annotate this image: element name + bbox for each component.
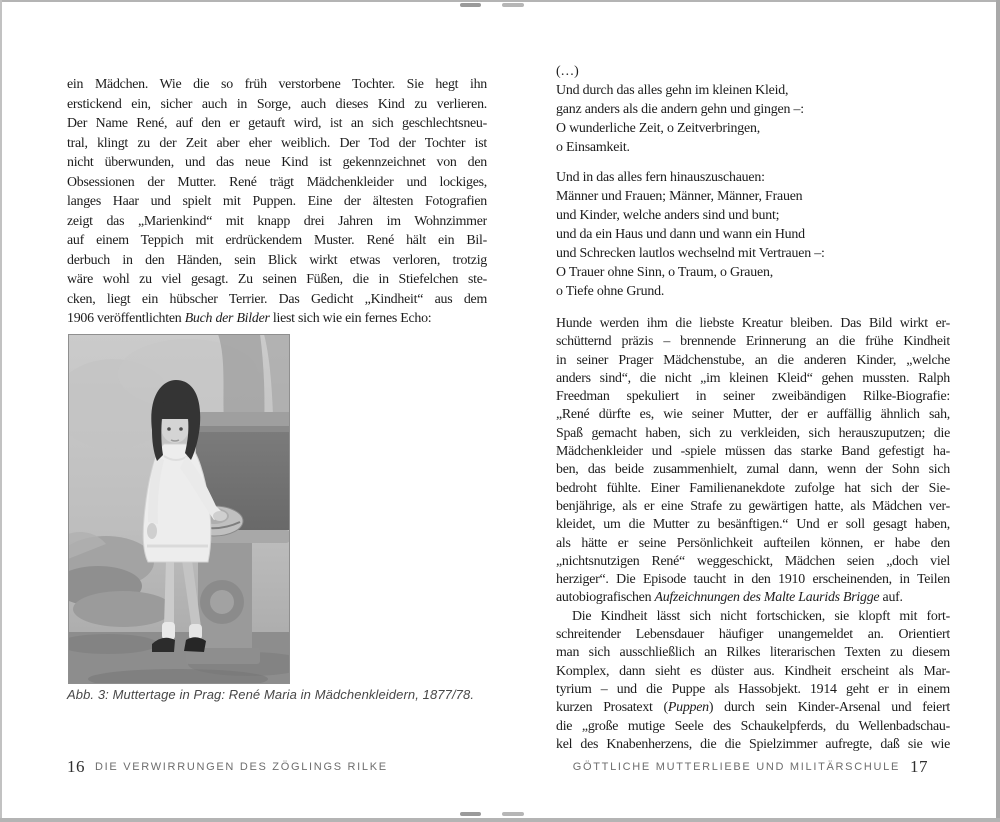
left-running-title: DIE VERWIRRUNGEN DES ZÖGLINGS RILKE [95,761,388,773]
text-line: Männer und Frauen; Männer, Männer, Frauen [556,189,803,204]
page-edge-top [0,0,1000,2]
text-line: und Schrecken lautlos wechselnd mit Vertrauen –: [556,246,825,261]
stanza-gap [556,157,950,168]
text-line: bedroht fühlte. Einer Familienanekdote zufolge hat sich der Sie- [556,480,950,496]
text-line: cken, liegt ein hübscher Terrier. Das Gedicht „Kindheit“ aus dem [67,291,487,307]
right-paragraph-1 [556,315,950,608]
text-line: in seiner Prager Mädchenstube, an die anderen Kinder, „welche [556,352,950,368]
text-line: ganz anders als die andern gehn und gingen –: [556,102,804,117]
portrait-photo-illustration [68,334,290,684]
right-page-number: 17 [910,757,928,776]
text-line: nicht überwunden, und das neue Kind ist gekennzeichnet von den [67,155,487,170]
text-line: auf einem Teppich mit erdrückendem Muster. René hält ein Bil- [67,233,487,248]
text-line: o Einsamkeit. [556,140,630,155]
gutter-mark-bottom-1 [460,812,481,816]
text-line: und Kinder, welche anders sind und bunt; [556,208,780,223]
text-line: erstickend ein, sicher auch in Sorge, auch dieses Kind zu verlieren. [67,96,487,112]
text-line: als hätte er seine Persönlichkeit aufteilen können, er habe den [556,535,950,551]
text-line: herziger“. Die Episode taucht in den 1910 erscheinenden, in Teilen [556,572,950,588]
text-line: tyrium – und die Puppe als Hassobjekt. 1914 geht er in einem [556,681,950,697]
text-line: Obsessionen der Mutter. René trägt Mädchenkleider und lockiges, [67,174,487,190]
text-line: „nichtsnutzigen René“ weggeschickt, Mädchen seien „doch viel [556,553,950,569]
text-line: anders sind“, die nicht „im kleinen Kleid“ gehen mussten. Ralph [556,370,950,386]
photo-rene-maria-portrait [68,334,290,684]
gutter-mark-top-2 [502,3,524,7]
text-line: kurzen Prosatext (Puppen) durch sein Kinder-Arsenal und feiert [556,700,950,716]
left-page-footer [67,757,388,777]
text-line: kleidet, um die Mutter zu besänftigen.“ Und er soll gesagt haben, [556,517,950,533]
right-paragraph-2 [556,608,950,754]
text-line: schütternd präzis – brennende Erinnerung an die frühe Kindheit [556,334,950,350]
text-line: Komplex, dann sieht es düster aus. Kindheit erscheint als Mar- [556,663,950,679]
poem-stanza-2 [556,168,950,301]
poem-kindheit [556,62,950,301]
text-line: (…) [556,64,579,79]
text-line: und da ein Haus und dann und wann ein Hund [556,227,805,242]
photo-caption: Abb. 3: Muttertage in Prag: René Maria in Mädchenkleidern, 1877/78. [67,687,475,702]
text-line: die „große mutige Seele des Schaukelpferds, du Wellenbadschau- [556,718,950,734]
text-line: Hunde werden ihm die liebste Kreatur bleiben. Das Bild wirkt er- [556,316,950,331]
text-line: O wunderliche Zeit, o Zeitverbringen, [556,121,760,136]
gutter-mark-bottom-2 [502,812,524,816]
text-line: wäre wohl zu viel gesagt. Zu seinen Füßen, die in Stiefelchen ste- [67,272,487,287]
text-line: schreitender Lebensdauer häufiger unangemeldet an. Orientiert [556,627,950,643]
text-line: Und durch das alles gehn im kleinen Kleid, [556,83,789,98]
left-page-number: 16 [67,757,85,776]
text-line: ein Mädchen. Wie die so früh verstorbene Tochter. Sie hegt ihn [67,77,487,92]
text-line: Der Name René, auf den er getauft wird, ist an sich geschlechtsneu- [67,116,487,131]
text-line: ben, das beide zusammenhielt, zumal dann, wenn der Sohn sich [556,462,950,478]
text-line: o Tiefe ohne Grund. [556,284,665,299]
text-line: Mädchenkleider und -spiele müssen das starke Band gefestigt ha- [556,444,950,460]
text-line: zeigt das „Marienkind“ mit knapp drei Jahren im Wohnzimmer [67,213,487,229]
text-line: O Trauer ohne Sinn, o Traum, o Grauen, [556,265,773,280]
text-line: langes Haar und spielt mit Puppen. Eine der ältesten Fotografien [67,194,487,209]
text-line: tral, klingt zu der Zeit aber eher weiblich. Der Tod der Tochter ist [67,135,487,151]
gutter-mark-top-1 [460,3,481,7]
text-line: kel des Knabenherzens, die die Spielzimmer aufregte, daß sie wie [556,736,950,752]
left-body-paragraph [67,75,487,329]
text-line: Die Kindheit lässt sich nicht fortschicken, sie klopft mit fort- [572,608,950,624]
right-body-text [556,315,950,754]
page-edge-left [0,0,2,822]
text-line: Spaß gemacht haben, sich zu verkleiden, sich herauszuputzen; die [556,425,950,441]
poem-stanza-1 [556,62,950,157]
text-line: „René dürfte es, wie seiner Mutter, der er auffällig ähnlich sah, [556,407,950,423]
text-line: benjährige, als er eine Strafe zu gewärtigen hatte, als Mädchen ver- [556,498,950,514]
text-line: man sich ausschließlich an Rilkes literarischen Texten zu diesem [556,645,950,661]
text-line: 1906 veröffentlichten Buch der Bilder liest sich wie ein fernes Echo: [67,311,432,326]
page-edge-bottom [0,818,1000,822]
text-line: Freedman spekuliert in seiner zweibändigen Rilke-Biografie: [556,389,950,405]
text-line: autobiografischen Aufzeichnungen des Malte Laurids Brigge auf. [556,590,903,606]
right-page-footer [573,757,928,777]
right-running-title: GÖTTLICHE MUTTERLIEBE UND MILITÄRSCHULE [572,761,900,773]
text-line: Und in das alles fern hinauszuschauen: [556,170,765,185]
text-line: derbuch in den Händen, sein Blick wirkt etwas verloren, trotzig [67,252,487,268]
page-edge-right [996,0,1000,822]
